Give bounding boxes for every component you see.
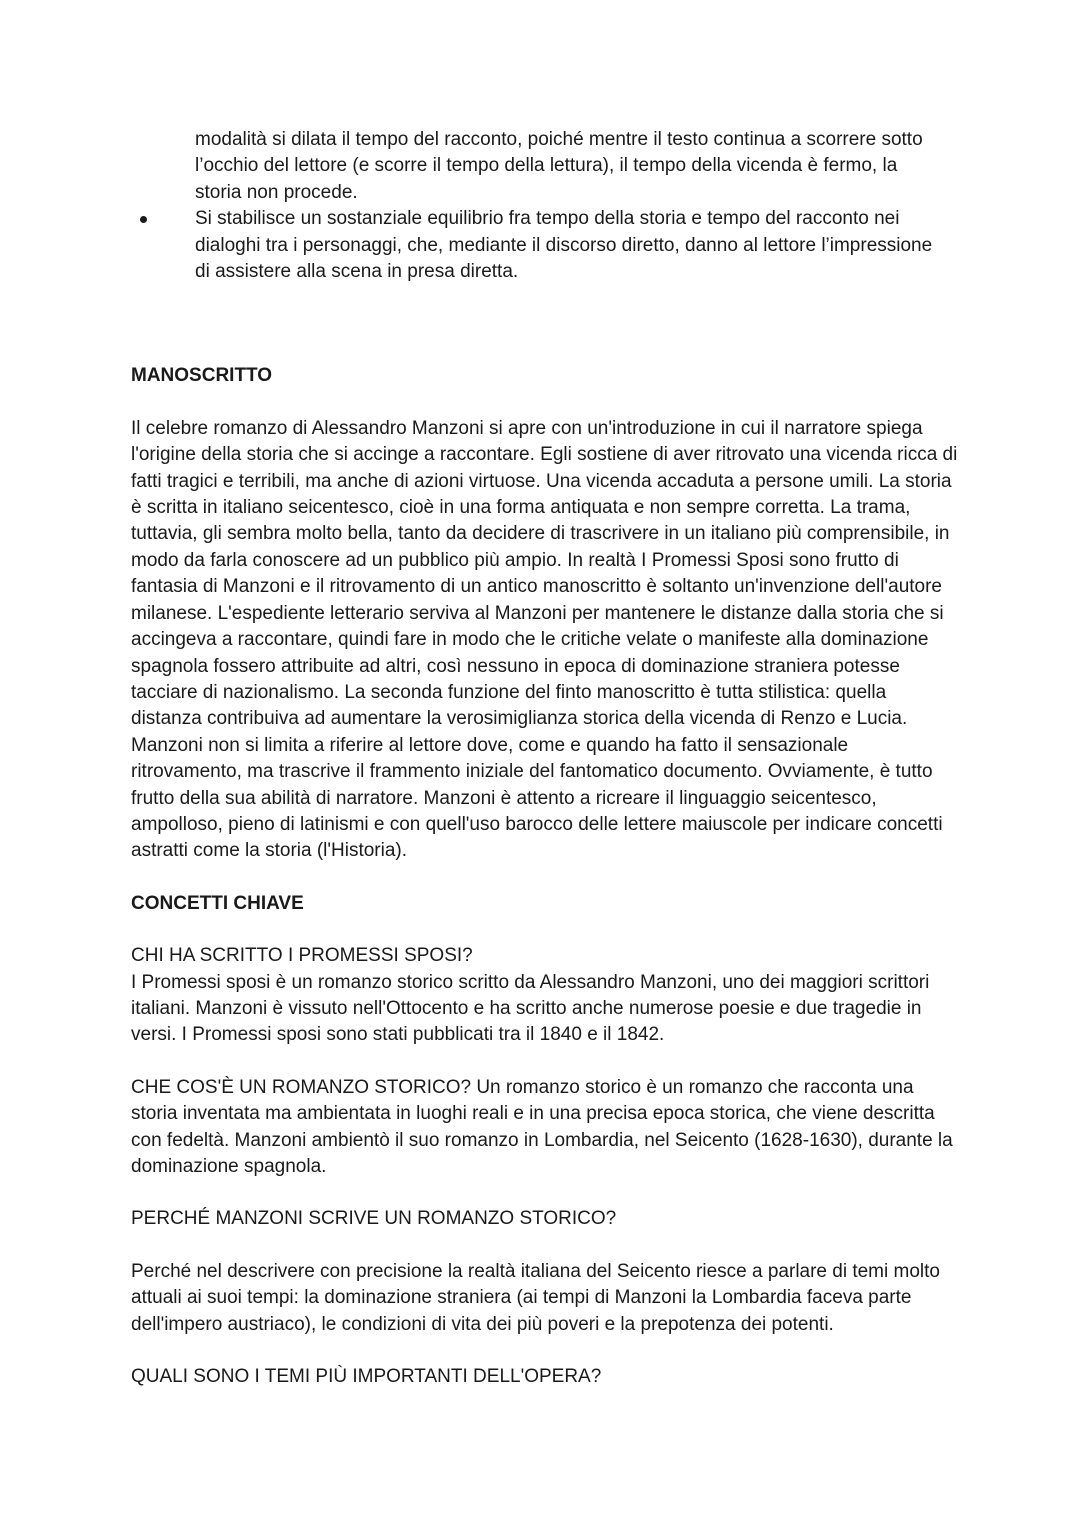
bullet-list [131, 206, 961, 285]
answer-romanzo-storico: Un romanzo storico è un romanzo che racconta una storia inventata ma ambientata in luoghi reali e in una precisa epoca storica, che viene descritta con fedeltà. Manzoni ambientò il suo romanzo in Lombardia, nel Seicento (1628-1630), durante la dominazione spagnola. [131, 1076, 953, 1177]
answer-perche-manzoni: Perché nel descrivere con precisione la realtà italiana del Seicento riesce a parlare di temi molto attuali ai suoi tempi: la dominazione straniera (ai tempi di Manzoni la Lombardia faceva parte dell'impero austriaco), le condizioni di vita dei più poveri e la prepotenza dei potenti. [131, 1260, 940, 1335]
section-heading-manoscritto: MANOSCRITTO [131, 365, 273, 387]
document-page [131, 127, 961, 1390]
continued-paragraph: modalità si dilata il tempo del racconto, poiché mentre il testo continua a scorrere sotto l’occhio del lettore (e scorre il tempo della lettura), il tempo della vicenda è fermo, la storia non procede. [195, 129, 923, 203]
list-item [131, 206, 945, 285]
answer-chi-ha-scritto: I Promessi sposi è un romanzo storico scritto da Alessandro Manzoni, uno dei maggiori scrittori italiani. Manzoni è vissuto nell'Ottocento e ha scritto anche numerose poesie e due tragedie in versi. I Promessi sposi sono stati pubblicati tra il 1840 e il 1842. [131, 971, 930, 1046]
question-perche-manzoni: PERCHÉ MANZONI SCRIVE UN ROMANZO STORICO? [131, 1208, 617, 1230]
bullet-text: Si stabilisce un sostanziale equilibrio fra tempo della storia e tempo del racconto nei dialoghi tra i personaggi, che, mediante il discorso diretto, danno al lettore l’impressione di assistere alla scena in presa diretta. [195, 208, 933, 283]
bullet-icon [140, 216, 147, 223]
question-temi-importanti: QUALI SONO I TEMI PIÙ IMPORTANTI DELL'OPERA? [131, 1366, 602, 1388]
section-heading-concetti-chiave: CONCETTI CHIAVE [131, 892, 304, 914]
question-chi-ha-scritto: CHI HA SCRITTO I PROMESSI SPOSI? [131, 945, 473, 967]
manoscritto-paragraph: Il celebre romanzo di Alessandro Manzoni si apre con un'introduzione in cui il narratore spiega l'origine della storia che si accinge a raccontare. Egli sostiene di aver ritrovato una vicenda ricca di fatti tragici e terribili, ma anche di azioni virtuose. Una vicenda accaduta a persone umili. La storia è scritta in italiano seicentesco, cioè in una forma antiquata e non sempre corretta. La trama, tuttavia, gli sembra molto bella, tanto da decidere di trascrivere in un italiano più comprensibile, in modo da farla conoscere ad un pubblico più ampio. In realtà I Promessi Sposi sono frutto di fantasia di Manzoni e il ritrovamento di un antico manoscritto è soltanto un'invenzione dell'autore milanese. L'espediente letterario serviva al Manzoni per mantenere le distanze dalla storia che si accingeva a raccontare, quindi fare in modo che le critiche velate o manifeste alla dominazione spagnola fossero attribuite ad altri, così nessuno in epoca di dominazione straniera potesse tacciare di nazionalismo. La seconda funzione del finto manoscritto è tutta stilistica: quella distanza contribuiva ad aumentare la verosimiglianza storica della vicenda di Renzo e Lucia. Manzoni non si limita a riferire al lettore dove, come e quando ha fatto il sensazionale ritrovamento, ma trascrive il frammento iniziale del fantomatico documento. Ovviamente, è tutto frutto della sua abilità di narratore. Manzoni è attento a ricreare il linguaggio seicentesco, ampolloso, pieno di latinismi e con quell'uso barocco delle lettere maiuscole per indicare concetti astratti come la storia (l'Historia). [131, 417, 958, 862]
question-romanzo-storico: CHE COS'È UN ROMANZO STORICO? [131, 1076, 472, 1098]
question-answer-romanzo-storico [131, 1075, 961, 1181]
